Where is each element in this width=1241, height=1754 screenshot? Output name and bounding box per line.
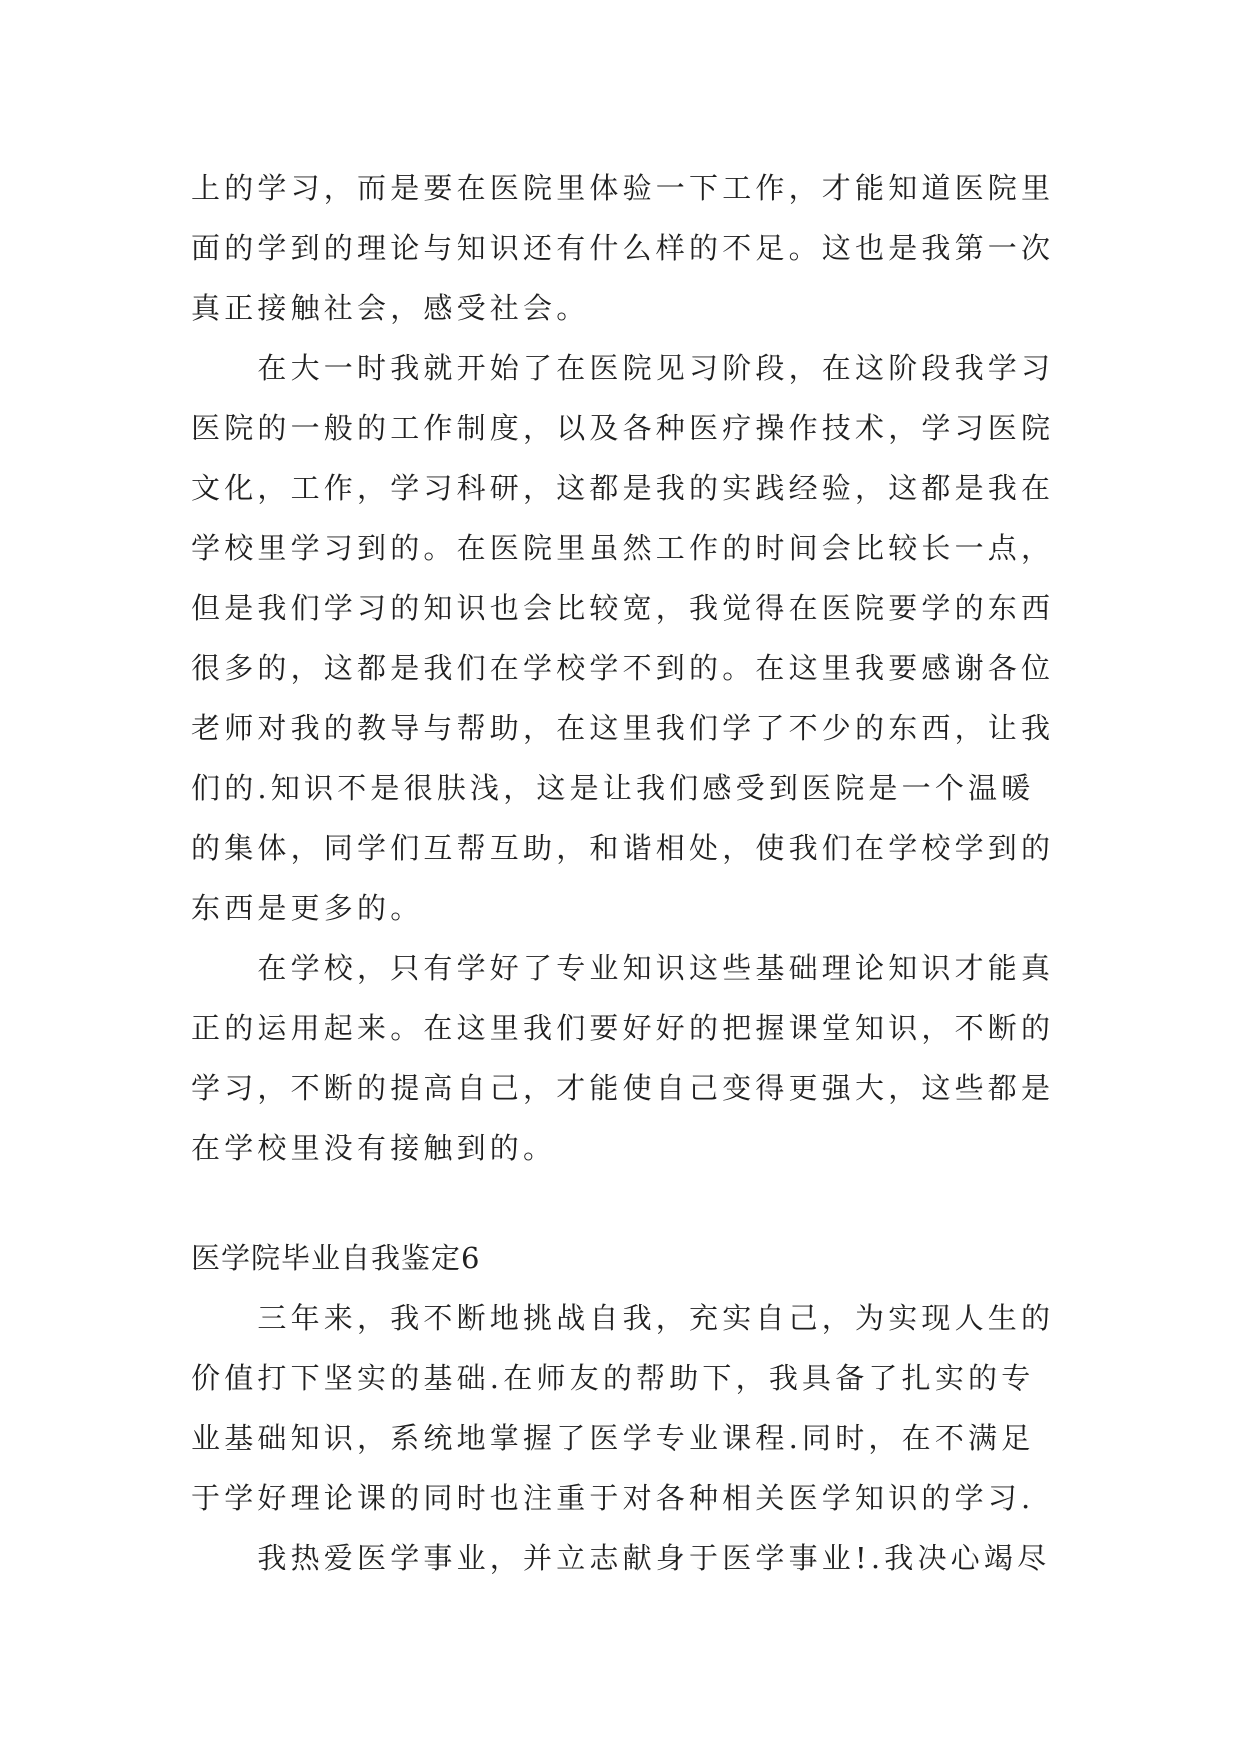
paragraph-line: 老师对我的教导与帮助，在这里我们学了不少的东西，让我 [191, 711, 1055, 745]
paragraph-line: 在学校里没有接触到的。 [191, 1131, 557, 1165]
paragraph-line: 真正接触社会，感受社会。 [191, 291, 590, 325]
paragraph-line: 很多的，这都是我们在学校学不到的。在这里我要感谢各位 [191, 651, 1055, 685]
paragraph-line: 文化，工作，学习科研，这都是我的实践经验，这都是我在 [191, 471, 1055, 505]
paragraph-line: 们的.知识不是很肤浅，这是让我们感受到医院是一个温暖 [191, 771, 1035, 805]
paragraph-line: 但是我们学习的知识也会比较宽，我觉得在医院要学的东西 [191, 591, 1055, 625]
paragraph-line: 正的运用起来。在这里我们要好好的把握课堂知识，不断的 [191, 1011, 1055, 1045]
paragraph-line: 在大一时我就开始了在医院见习阶段，在这阶段我学习 [191, 351, 1055, 385]
paragraph-line: 上的学习，而是要在医院里体验一下工作，才能知道医院里 [191, 171, 1055, 205]
paragraph-line: 面的学到的理论与知识还有什么样的不足。这也是我第一次 [191, 231, 1055, 265]
paragraph-line: 价值打下坚实的基础.在师友的帮助下，我具备了扎实的专 [191, 1361, 1035, 1395]
section-heading: 医学院毕业自我鉴定6 [191, 1241, 481, 1275]
paragraph-line: 的集体，同学们互帮互助，和谐相处，使我们在学校学到的 [191, 831, 1055, 865]
paragraph-line: 于学好理论课的同时也注重于对各种相关医学知识的学习. [191, 1481, 1035, 1515]
paragraph-line: 我热爱医学事业，并立志献身于医学事业!.我决心竭尽 [191, 1541, 1051, 1575]
paragraph-line: 医院的一般的工作制度，以及各种医疗操作技术，学习医院 [191, 411, 1055, 445]
paragraph-line: 学习，不断的提高自己，才能使自己变得更强大，这些都是 [191, 1071, 1055, 1105]
paragraph-line: 学校里学习到的。在医院里虽然工作的时间会比较长一点， [191, 531, 1055, 565]
paragraph-line: 东西是更多的。 [191, 891, 424, 925]
paragraph-line: 三年来，我不断地挑战自我，充实自己，为实现人生的 [191, 1301, 1055, 1335]
paragraph-line: 业基础知识，系统地掌握了医学专业课程.同时，在不满足 [191, 1421, 1035, 1455]
paragraph-line: 在学校，只有学好了专业知识这些基础理论知识才能真 [191, 951, 1055, 985]
